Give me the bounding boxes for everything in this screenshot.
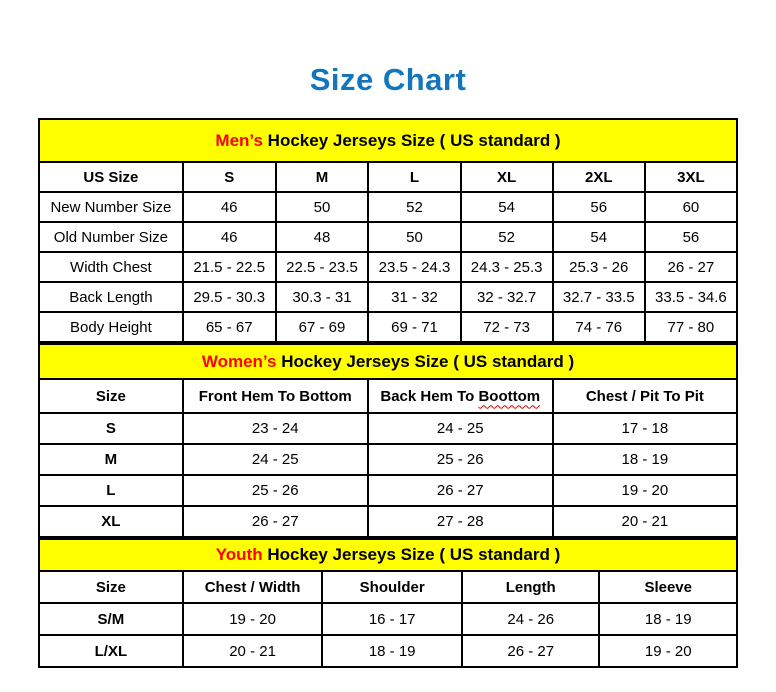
size-value-cell: 25 - 26 xyxy=(368,444,553,475)
size-value-cell: 65 - 67 xyxy=(183,312,276,342)
size-value-cell: 18 - 19 xyxy=(599,603,737,635)
column-header: XL xyxy=(461,162,553,192)
womens-banner-text: Hockey Jerseys Size ( US standard ) xyxy=(276,352,575,371)
row-label: Body Height xyxy=(39,312,183,342)
size-value-cell: 33.5 - 34.6 xyxy=(645,282,737,312)
row-label: Back Length xyxy=(39,282,183,312)
size-value-cell: 25 - 26 xyxy=(183,475,368,506)
size-value-cell: 32.7 - 33.5 xyxy=(553,282,645,312)
size-value-cell: 19 - 20 xyxy=(599,635,737,667)
size-value-cell: 17 - 18 xyxy=(553,413,737,444)
row-label: Old Number Size xyxy=(39,222,183,252)
size-value-cell: 54 xyxy=(461,192,553,222)
size-value-cell: 67 - 69 xyxy=(276,312,369,342)
column-header: Back Hem To Boottom xyxy=(368,379,553,413)
size-value-cell: 56 xyxy=(553,192,645,222)
size-value-cell: 24 - 25 xyxy=(368,413,553,444)
table-row xyxy=(39,603,737,635)
size-value-cell: 32 - 32.7 xyxy=(461,282,553,312)
column-header: Sleeve xyxy=(599,571,737,603)
header-row xyxy=(39,571,737,603)
size-value-cell: 19 - 20 xyxy=(183,603,323,635)
mens-banner xyxy=(38,118,738,161)
size-value-cell: 48 xyxy=(276,222,369,252)
table-row xyxy=(39,252,737,282)
row-label: L/XL xyxy=(39,635,183,667)
row-label: S/M xyxy=(39,603,183,635)
column-header: Length xyxy=(462,571,600,603)
size-chart-tables xyxy=(38,118,738,668)
youth-size-table xyxy=(38,570,738,668)
size-value-cell: 54 xyxy=(553,222,645,252)
size-value-cell: 60 xyxy=(645,192,737,222)
column-header: Size xyxy=(39,571,183,603)
womens-banner-highlight: Women’s xyxy=(201,352,277,371)
size-value-cell: 26 - 27 xyxy=(368,475,553,506)
mens-size-section xyxy=(38,118,738,343)
row-label: M xyxy=(39,444,183,475)
column-header: Chest / Pit To Pit xyxy=(553,379,737,413)
size-value-cell: 74 - 76 xyxy=(553,312,645,342)
header-row xyxy=(39,379,737,413)
youth-banner-text: Hockey Jerseys Size ( US standard ) xyxy=(262,545,561,564)
table-row xyxy=(39,506,737,537)
size-value-cell: 19 - 20 xyxy=(553,475,737,506)
size-value-cell: 50 xyxy=(276,192,369,222)
column-header: L xyxy=(368,162,460,192)
header-row xyxy=(39,162,737,192)
column-header: Shoulder xyxy=(322,571,462,603)
column-header: M xyxy=(276,162,369,192)
mens-banner-highlight: Men’s xyxy=(215,131,263,150)
size-value-cell: 18 - 19 xyxy=(322,635,462,667)
column-header: S xyxy=(183,162,276,192)
size-value-cell: 20 - 21 xyxy=(183,635,323,667)
size-value-cell: 27 - 28 xyxy=(368,506,553,537)
size-value-cell: 16 - 17 xyxy=(322,603,462,635)
size-value-cell: 77 - 80 xyxy=(645,312,737,342)
column-header: Chest / Width xyxy=(183,571,323,603)
column-header: US Size xyxy=(39,162,183,192)
column-header: Front Hem To Bottom xyxy=(183,379,368,413)
size-value-cell: 25.3 - 26 xyxy=(553,252,645,282)
table-row xyxy=(39,444,737,475)
size-value-cell: 18 - 19 xyxy=(553,444,737,475)
table-row xyxy=(39,192,737,222)
size-value-cell: 20 - 21 xyxy=(553,506,737,537)
size-value-cell: 30.3 - 31 xyxy=(276,282,369,312)
size-value-cell: 50 xyxy=(368,222,460,252)
mens-size-table xyxy=(38,161,738,343)
size-value-cell: 52 xyxy=(461,222,553,252)
size-value-cell: 26 - 27 xyxy=(183,506,368,537)
womens-size-section xyxy=(38,343,738,538)
size-value-cell: 21.5 - 22.5 xyxy=(183,252,276,282)
row-label: L xyxy=(39,475,183,506)
size-value-cell: 26 - 27 xyxy=(462,635,600,667)
size-value-cell: 56 xyxy=(645,222,737,252)
womens-banner xyxy=(38,343,738,378)
column-header: Size xyxy=(39,379,183,413)
row-label: Width Chest xyxy=(39,252,183,282)
size-value-cell: 24.3 - 25.3 xyxy=(461,252,553,282)
youth-size-section xyxy=(38,538,738,668)
size-value-cell: 23 - 24 xyxy=(183,413,368,444)
misspelled-word: Boottom xyxy=(478,387,541,405)
youth-banner-highlight: Youth xyxy=(215,545,263,564)
size-value-cell: 29.5 - 30.3 xyxy=(183,282,276,312)
youth-banner xyxy=(38,538,738,570)
size-value-cell: 31 - 32 xyxy=(368,282,460,312)
row-label: S xyxy=(39,413,183,444)
column-header: 2XL xyxy=(553,162,645,192)
size-value-cell: 24 - 25 xyxy=(183,444,368,475)
size-value-cell: 52 xyxy=(368,192,460,222)
row-label: New Number Size xyxy=(39,192,183,222)
page-title: Size Chart xyxy=(309,62,467,97)
column-header: 3XL xyxy=(645,162,737,192)
size-value-cell: 72 - 73 xyxy=(461,312,553,342)
table-row xyxy=(39,282,737,312)
size-value-cell: 46 xyxy=(183,222,276,252)
table-row xyxy=(39,312,737,342)
size-value-cell: 46 xyxy=(183,192,276,222)
size-value-cell: 26 - 27 xyxy=(645,252,737,282)
womens-size-table xyxy=(38,378,738,538)
size-value-cell: 69 - 71 xyxy=(368,312,460,342)
size-value-cell: 22.5 - 23.5 xyxy=(276,252,369,282)
table-row xyxy=(39,413,737,444)
table-row xyxy=(39,475,737,506)
mens-banner-text: Hockey Jerseys Size ( US standard ) xyxy=(262,131,561,150)
table-row xyxy=(39,635,737,667)
size-value-cell: 23.5 - 24.3 xyxy=(368,252,460,282)
row-label: XL xyxy=(39,506,183,537)
table-row xyxy=(39,222,737,252)
size-value-cell: 24 - 26 xyxy=(462,603,600,635)
